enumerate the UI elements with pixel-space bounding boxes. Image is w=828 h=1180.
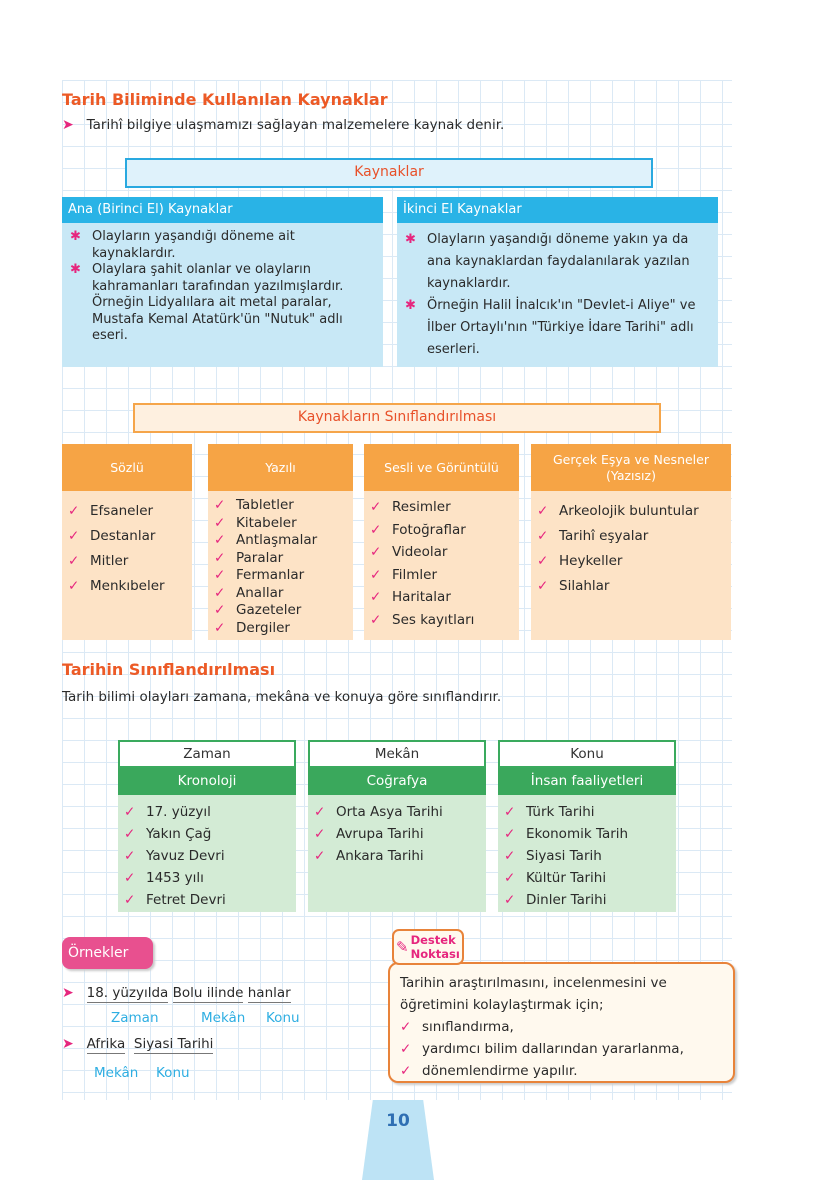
list-item: ✓ Destanlar [68, 524, 186, 549]
list-item: ✓ Gazeteler [214, 602, 347, 620]
list-item: ✓ yardımcı bilim dallarından yararlanma, [400, 1038, 723, 1060]
list-item: ✓ Arkeolojik buluntular [537, 499, 725, 524]
category-title: Gerçek Eşya ve Nesneler (Yazısız) [531, 444, 731, 491]
list-item: ✓ Antlaşmalar [214, 532, 347, 550]
group-subtitle: Coğrafya [308, 768, 486, 795]
list-item: ✓ Fotoğraflar [370, 519, 513, 542]
category-sozlu [62, 444, 192, 640]
list-item: ✓ Paralar [214, 550, 347, 568]
page-number: 10 [386, 1111, 410, 1131]
primary-title: Ana (Birinci El) Kaynaklar [62, 197, 383, 223]
list-item: ✓ Dergiler [214, 620, 347, 638]
primary-item: ✱ Olaylara şahit olanlar ve olayların kahramanları tarafından yazılmışlardır. Örneğin Lidyalılara ait metal paralar, Mustafa Kemal Atatürk'ün "Nutuk" adlı eseri. [68, 262, 375, 345]
list-item: ✓ 1453 yılı [124, 867, 290, 889]
category-yazili [208, 444, 353, 640]
support-box [388, 962, 735, 1083]
arrow-icon: ➤ [62, 117, 74, 133]
list-item: ✓ Fermanlar [214, 567, 347, 585]
list-item: ✓ Ses kayıtları [370, 609, 513, 632]
intro-line [62, 117, 504, 133]
list-item: ✓ Haritalar [370, 586, 513, 609]
section-title: Tarih Biliminde Kullanılan Kaynaklar [62, 90, 388, 109]
group-zaman [118, 740, 296, 912]
list-item: ✓ Tarihî eşyalar [537, 524, 725, 549]
category-gercek [531, 444, 731, 640]
primary-item: ✱ Olayların yaşandığı döneme ait kaynaklardır. [68, 229, 375, 262]
category-title: Yazılı [208, 444, 353, 491]
list-item: ✓ Kitabeler [214, 515, 347, 533]
secondary-item: ✱ Olayların yaşandığı döneme yakın ya da ana kaynaklardan faydalanılarak yazılan kaynaklardır. [403, 229, 710, 295]
list-item: ✓ Mitler [68, 549, 186, 574]
example-part: 18. yüzyılda [86, 985, 169, 1001]
group-title: Mekân [308, 740, 486, 768]
list-item: ✓ Orta Asya Tarihi [314, 801, 480, 823]
arrow-icon: ➤ [62, 985, 74, 1001]
badge-line: Destek [410, 933, 456, 947]
list-item: ✓ Efsaneler [68, 499, 186, 524]
list-item: ✓ Fetret Devri [124, 889, 290, 911]
example-label: Mekân [201, 1010, 246, 1026]
primary-sources-box [62, 197, 383, 367]
category-title: Sesli ve Görüntülü [364, 444, 519, 491]
list-item: ✓ Ekonomik Tarih [504, 823, 670, 845]
example-part: hanlar [247, 985, 291, 1001]
list-item: ✓ Siyasi Tarih [504, 845, 670, 867]
list-item: ✓ Silahlar [537, 574, 725, 599]
arrow-icon: ➤ [62, 1036, 74, 1052]
group-mekan [308, 740, 486, 912]
secondary-item: ✱ Örneğin Halil İnalcık'ın "Devlet-i Aliye" ve İlber Ortaylı'nın "Türkiye İdare Tarihi" adlı eserleri. [403, 295, 710, 361]
list-item: ✓ Ankara Tarihi [314, 845, 480, 867]
group-title: Zaman [118, 740, 296, 768]
secondary-title: İkinci El Kaynaklar [397, 197, 718, 223]
support-badge [392, 929, 464, 965]
group-subtitle: Kronoloji [118, 768, 296, 795]
support-text: Tarihin araştırılmasını, incelenmesini ve öğretimini kolaylaştırmak için; [400, 975, 667, 1013]
badge-line: Noktası [410, 947, 460, 961]
list-item: ✓ Anallar [214, 585, 347, 603]
list-item: ✓ Filmler [370, 564, 513, 587]
list-item: ✓ Menkıbeler [68, 574, 186, 599]
category-sesli [364, 444, 519, 640]
history-title: Tarihin Sınıflandırılması [62, 660, 276, 679]
list-item: ✓ Resimler [370, 496, 513, 519]
list-item: ✓ Avrupa Tarihi [314, 823, 480, 845]
list-item: ✓ dönemlendirme yapılır. [400, 1060, 723, 1082]
intro-text: Tarihî bilgiye ulaşmamızı sağlayan malzemelere kaynak denir. [86, 117, 505, 133]
secondary-sources-box [397, 197, 718, 367]
list-item: ✓ Heykeller [537, 549, 725, 574]
example-2 [62, 1036, 213, 1052]
classification-label: Kaynakların Sınıflandırılması [133, 403, 661, 433]
kaynaklar-label: Kaynaklar [125, 158, 653, 188]
category-title: Sözlü [62, 444, 192, 491]
example-label: Mekân [94, 1065, 139, 1081]
list-item: ✓ Videolar [370, 541, 513, 564]
example-label: Zaman [111, 1010, 159, 1026]
list-item: ✓ sınıflandırma, [400, 1016, 723, 1038]
list-item: ✓ Dinler Tarihi [504, 889, 670, 911]
list-item: ✓ 17. yüzyıl [124, 801, 290, 823]
pencil-icon: ✎ [396, 938, 409, 956]
list-item: ✓ Tabletler [214, 497, 347, 515]
example-label: Konu [156, 1065, 190, 1081]
list-item: ✓ Kültür Tarihi [504, 867, 670, 889]
list-item: ✓ Türk Tarihi [504, 801, 670, 823]
example-part: Siyasi Tarihi [133, 1036, 214, 1052]
examples-badge: Örnekler [62, 937, 153, 969]
group-title: Konu [498, 740, 676, 768]
example-part: Bolu ilinde [172, 985, 244, 1001]
history-intro: Tarih bilimi olayları zamana, mekâna ve konuya göre sınıflandırır. [62, 689, 502, 705]
group-konu [498, 740, 676, 912]
example-part: Afrika [86, 1036, 126, 1052]
list-item: ✓ Yavuz Devri [124, 845, 290, 867]
group-subtitle: İnsan faaliyetleri [498, 768, 676, 795]
example-1 [62, 985, 291, 1001]
example-label: Konu [266, 1010, 300, 1026]
list-item: ✓ Yakın Çağ [124, 823, 290, 845]
